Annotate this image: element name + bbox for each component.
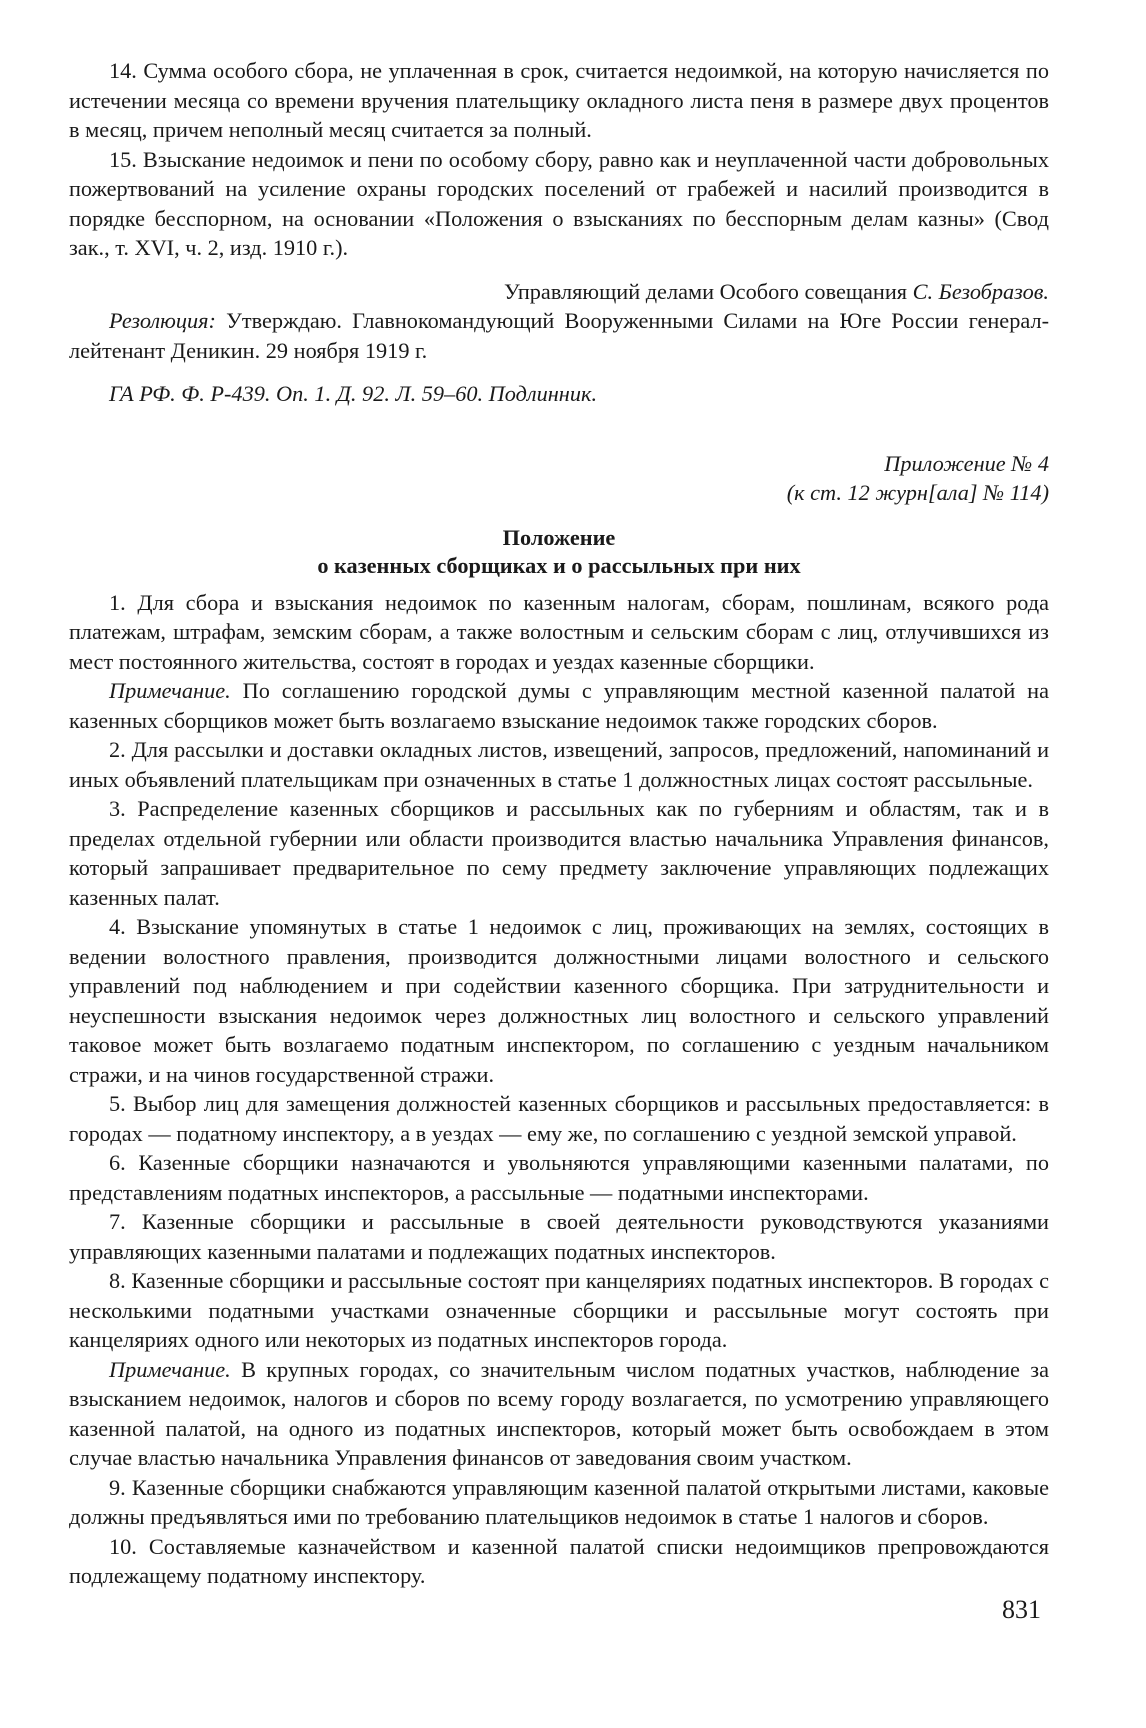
resolution-text: Утверждаю. Главнокомандующий Вооруженными Силами на Юге России генерал-лейтенант Деникин. 29 ноября 1919 г. [69, 308, 1049, 363]
note-text: По соглашению городской думы с управляющим местной казенной палатой на казенных сборщиков может быть возлагаемо взыскание недоимок также городских сборов. [69, 678, 1050, 733]
article-2: 2. Для рассылки и доставки окладных листов, извещений, запросов, предложений, напоминаний и иных объявлений плательщикам при означенных в статье 1 должностных лицах состоят рассыльные. [69, 737, 1049, 792]
page-number: 831 [1002, 1595, 1041, 1624]
article-3: 3. Распределение казенных сборщиков и рассыльных как по губерниям и областям, так и в пределах отдельной губернии или области производится властью начальника Управления финансов, который запрашивает предварительное по сему предмету заключение управляющих подлежащих казенных палат. [69, 796, 1049, 910]
document-page [69, 56, 1049, 1591]
signature-line [69, 277, 1049, 307]
article-7: 7. Казенные сборщики и рассыльные в своей деятельности руководствуются указаниями управляющих казенными палатами и подлежащих податных инспекторов. [69, 1209, 1049, 1264]
resolution-label: Резолюция: [109, 308, 216, 333]
article-9: 9. Казенные сборщики снабжаются управляющим казенной палатой открытыми листами, каковые должны предъявляться ими по требованию плательщиков недоимок в статье 1 налогов и сборов. [69, 1474, 1049, 1529]
paragraph-15: 15. Взыскание недоимок и пени по особому сбору, равно как и неуплаченной части добровольных пожертвований на усиление охраны городских поселений от грабежей и насилий производится в порядке бесспорном, на основании «Положения о взысканиях по бесспорным делам казны» (Свод зак., т. XVI, ч. 2, изд. 1910 г.). [69, 146, 1049, 260]
article-10: 10. Составляемые казначейством и казенной палатой списки недоимщиков препровождаются подлежащему податному инспектору. [69, 1533, 1049, 1588]
appendix-number: Приложение № 4 [884, 450, 1049, 476]
note-label: Примечание. [109, 678, 231, 703]
archive-reference: ГА РФ. Ф. Р-439. Оп. 1. Д. 92. Л. 59–60. Подлинник. [109, 381, 598, 406]
article-6: 6. Казенные сборщики назначаются и увольняются управляющими казенными палатами, по представлениям податных инспекторов, а рассыльные — податными инспекторами. [69, 1150, 1049, 1205]
paragraph-14: 14. Сумма особого сбора, не уплаченная в срок, считается недоимкой, на которую начисляется по истечении месяца со времени вручения плательщику окладного листа пеня в размере двух процентов в месяц, причем неполный месяц считается за полный. [69, 58, 1049, 142]
article-4: 4. Взыскание упомянутых в статье 1 недоимок с лиц, проживающих на землях, состоящих в ведении волостного правления, производится должностными лицами волостного и сельского управлений под наблюдением и при содействии казенного сборщика. При затруднительности и неуспешности взыскания недоимок через должностных лиц волостного и сельского управлений таковое может быть возлагаемо податным инспектором, по соглашению с уездным начальником стражи, и на чинов государственной стражи. [69, 914, 1049, 1087]
signature-name: С. Безобразов. [912, 278, 1049, 304]
appendix-reference [69, 449, 1049, 508]
signature-position: Управляющий делами Особого совещания [504, 278, 908, 304]
resolution [69, 306, 1049, 365]
appendix-journal-ref: (к ст. 12 журн[ала] № 114) [786, 480, 1049, 505]
note-text: В крупных городах, со значительным числом податных участков, наблюдение за взысканием недоимок, налогов и сборов по всему городу возлагается, по усмотрению управляющего казенной палатой, на одного из податных инспекторов, который может быть освобождаем в этом случае властью начальника Управления финансов от заведования своим участком. [69, 1356, 1050, 1470]
document-title [69, 524, 1049, 580]
title-line-1: Положение [502, 524, 616, 550]
article-1-note [69, 676, 1049, 735]
title-line-2: о казенных сборщиках и о рассыльных при них [317, 552, 801, 578]
article-8: 8. Казенные сборщики и рассыльные состоят при канцеляриях податных инспекторов. В городах с несколькими податными участками означенные сборщики и рассыльные могут состоять при канцеляриях одного или некоторых из податных инспекторов города. [69, 1268, 1049, 1352]
article-5: 5. Выбор лиц для замещения должностей казенных сборщиков и рассыльных предоставляется: в городах — податному инспектору, а в уездах — ему же, по соглашению с уездной земской управой. [69, 1091, 1049, 1146]
article-1: 1. Для сбора и взыскания недоимок по казенным налогам, сборам, пошлинам, всякого рода платежам, штрафам, земским сборам, а также волостным и сельским сборам с лиц, отлучившихся из мест постоянного жительства, состоят в городах и уездах казенные сборщики. [69, 589, 1049, 674]
note-label: Примечание. [109, 1356, 231, 1382]
article-8-note [69, 1355, 1049, 1473]
